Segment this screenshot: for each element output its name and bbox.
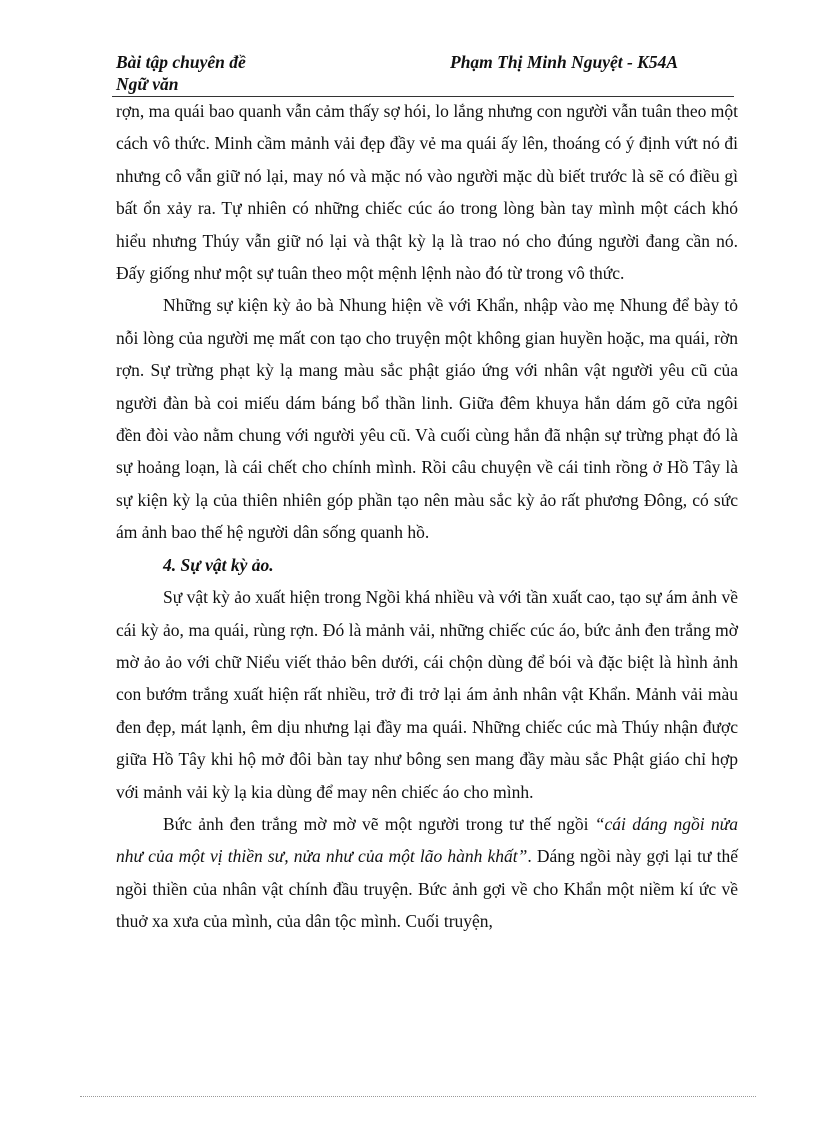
header-left xyxy=(116,51,246,95)
paragraph-2: Những sự kiện kỳ ảo bà Nhung hiện về với Khẩn, nhập vào mẹ Nhung để bày tỏ nỗi lòng của người mẹ mất con tạo cho truyện một không gian huyền hoặc, ma quái, rờn rợn. Sự trừng phạt kỳ lạ mang màu sắc phật giáo ứng với nhân vật người yêu cũ của người đàn bà coi miếu dám báng bổ thần linh. Giữa đêm khuya hắn dám gõ cửa ngôi đền đòi vào nằm chung với người yêu cũ. Và cuối cùng hắn đã nhận sự trừng phạt đó là sự hoảng loạn, là cái chết cho chính mình. Rồi câu chuyện về cái tinh rồng ở Hồ Tây là sự kiện kỳ lạ của thiên nhiên góp phần tạo nên màu sắc kỳ ảo rất phương Đông, có sức ám ảnh bao thế hệ người dân sống quanh hồ. xyxy=(116,295,738,543)
paragraph-3: Sự vật kỳ ảo xuất hiện trong Ngồi khá nhiều và với tần xuất cao, tạo sự ám ảnh về cái kỳ ảo, ma quái, rùng rợn. Đó là mảnh vải, những chiếc cúc áo, bức ảnh đen trắng mờ mờ ảo ảo với chữ Niểu viết thảo bên dưới, cái chộn dùng để bói và đặc biệt là hình ảnh con bướm trắng xuất hiện rất nhiều, trở đi trở lại ám ảnh nhân vật Khẩn. Mảnh vải màu đen đẹp, mát lạnh, êm dịu nhưng lại đầy ma quái. Những chiếc cúc mà Thúy nhận được giữa Hồ Tây khi hộ mở đôi bàn tay như bông sen mang đầy màu sắc Phật giáo chỉ hợp với mảnh vải kỳ lạ kia dùng để may nên chiếc áo cho mình. xyxy=(116,587,738,802)
paragraph-4 xyxy=(116,808,738,938)
paragraph-1: rợn, ma quái bao quanh vẫn cảm thấy sợ hói, lo lắng nhưng con người vẫn tuân theo một cách vô thức. Minh cầm mảnh vải đẹp đầy vẻ ma quái ấy lên, thoáng có ý định vứt nó đi nhưng cô vẫn giữ nó lại, may nó và mặc nó vào người mặc dù biết trước là sẽ có điều gì bất ổn xảy ra. Tự nhiên có những chiếc cúc áo trong lòng bàn tay mình một cách khó hiểu nhưng Thúy vẫn giữ nó lại và thật kỳ lạ là trao nó cho đúng người đang cần nó. Đấy giống như một sự tuân theo một mệnh lệnh nào đó từ trong vô thức. xyxy=(116,101,738,284)
paragraph-4-text-a: Bức ảnh đen trắng mờ mờ vẽ một người trong tư thế ngồi xyxy=(163,813,595,834)
footer-divider xyxy=(80,1096,756,1097)
header-subject: Ngữ văn xyxy=(116,74,179,94)
paragraph-4-text-b: . Dáng ngồi này gợi lại tư thế ngồi thiền của nhân vật chính đầu truyện. Bức ảnh gợi về cho Khẩn một niềm kí ức về thuở xa xưa của mình, của dân tộc mình. Cuối truyện, xyxy=(116,846,738,932)
paragraph-4-quote: “cái dáng ngồi nửa như của một vị thiền sư, nửa như của một lão hành khất” xyxy=(116,813,738,867)
section-heading: 4. Sự vật kỳ ảo. xyxy=(163,554,274,575)
header-course-title: Bài tập chuyên đề xyxy=(116,52,246,72)
header-author: Phạm Thị Minh Nguyệt - K54A xyxy=(450,52,679,72)
document-body xyxy=(116,95,738,938)
